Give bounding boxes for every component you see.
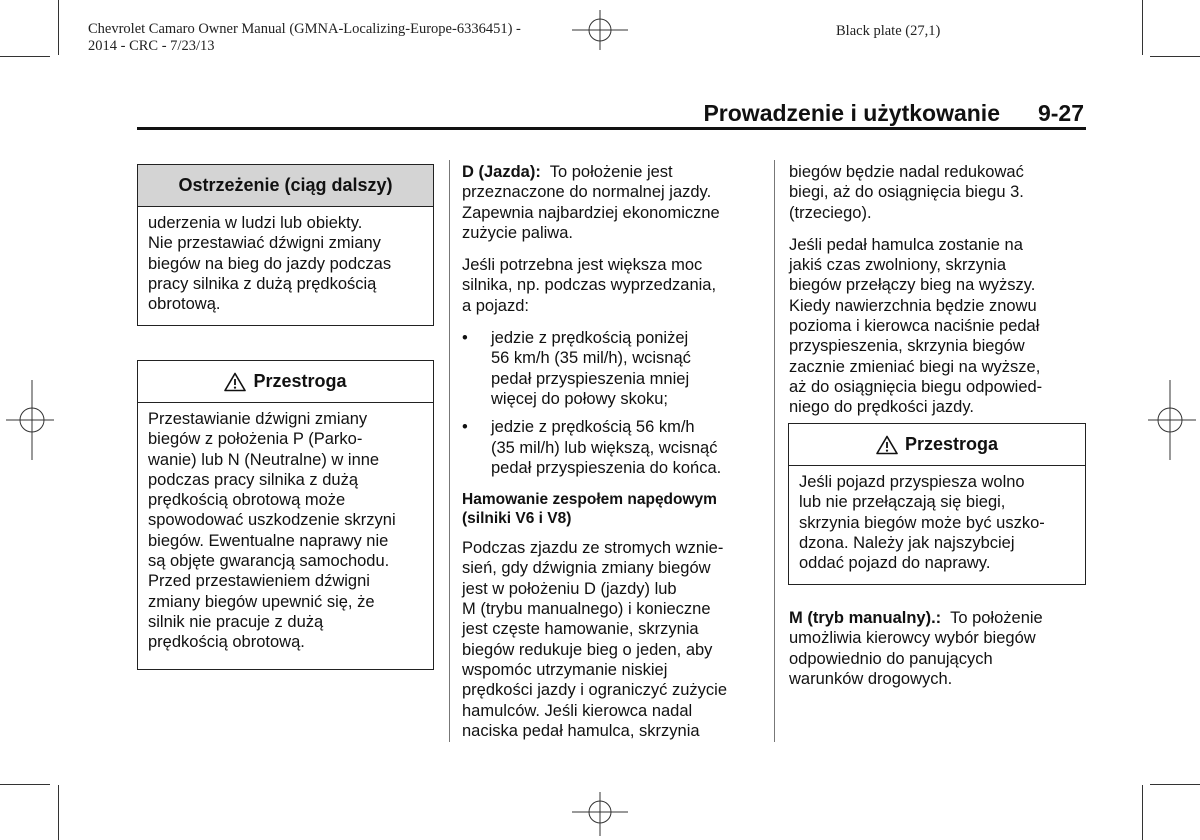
text-line: wspomóc utrzymanie niskiej: [462, 660, 668, 679]
text-line: wanie) lub N (Neutralne) w inne: [148, 450, 380, 469]
text-line: więcej do połowy skoku;: [491, 389, 669, 408]
text-line: sień, gdy dźwignia zmiany biegów: [462, 559, 711, 578]
caution-body-2: [789, 466, 1085, 573]
crop-mark: [0, 56, 50, 57]
crop-mark: [1142, 0, 1143, 55]
plate-line-1: Chevrolet Camaro Owner Manual (GMNA-Localizing-Europe-6336451) -: [88, 21, 521, 37]
drive-first-line: To położenie jest: [549, 163, 673, 181]
text-line: lub nie przełączają się biegi,: [799, 493, 1006, 512]
crop-mark: [58, 785, 59, 840]
paragraph-power: [462, 255, 762, 316]
manual-first-line: To położenie: [950, 609, 1043, 627]
text-line: biegi, aż do osiągnięcia biegu 3.: [789, 183, 1024, 202]
text-line: biegów przełączy bieg na wyższy.: [789, 276, 1036, 295]
text-line: hamulców. Jeśli kierowca nadal: [462, 701, 693, 720]
text-line: Jeśli pojazd przyspiesza wolno: [799, 473, 1025, 491]
column-divider: [774, 160, 775, 742]
registration-mark-icon: [568, 8, 632, 52]
text-line: pozioma i kierowca naciśnie pedał: [789, 317, 1040, 336]
text-line: Podczas zjazdu ze stromych wznie-: [462, 539, 724, 558]
text-line: jest w położeniu D (jazdy) lub: [462, 579, 677, 598]
bullet-list: [462, 328, 762, 478]
header-rule: [137, 127, 1086, 130]
warning-triangle-icon: [876, 435, 898, 455]
plate-number: Black plate (27,1): [836, 23, 941, 39]
text-line: Przestawianie dźwigni zmiany: [148, 410, 368, 428]
text-line: biegów redukuje bieg o jeden, aby: [462, 640, 713, 659]
text-line: prędkością obrotową może: [148, 491, 346, 510]
bullet-icon: •: [462, 418, 468, 437]
text-line: odpowiednio do panujących: [789, 649, 993, 668]
column-2: [462, 162, 762, 753]
text-line: skrzynia biegów może być uszko-: [799, 513, 1045, 532]
text-line: Jeśli pedał hamulca zostanie na: [789, 235, 1023, 254]
text-line: (35 mil/h) lub większą, wcisnąć: [491, 438, 718, 457]
paragraph-manual: [789, 608, 1089, 689]
text-line: zmiany biegów upewnić się, że: [148, 592, 375, 611]
text-line: a pojazd:: [462, 296, 529, 315]
text-line: dzona. Należy jak najszybciej: [799, 533, 1015, 552]
warning-continued-box: [137, 164, 434, 326]
paragraph-drive: [462, 162, 762, 243]
caution-box-2: [788, 423, 1086, 585]
text-line: silnika, np. podczas wyprzedzania,: [462, 276, 717, 295]
manual-label: M (tryb manualny).:: [789, 609, 942, 627]
text-line: (silniki V6 i V8): [462, 510, 572, 528]
plate-info: [88, 21, 521, 55]
list-item: [462, 328, 762, 409]
registration-mark-icon: [568, 790, 632, 838]
text-line: biegów z położenia P (Parko-: [148, 430, 363, 449]
text-line: spowodować uszkodzenie skrzyni: [148, 511, 396, 530]
column-divider: [449, 160, 450, 742]
drive-label: D (Jazda):: [462, 163, 541, 181]
text-line: aż do osiągnięcia biegu odpowied-: [789, 377, 1043, 396]
registration-mark-icon: [4, 378, 56, 462]
list-item: [462, 417, 762, 478]
paragraph-continued: [789, 162, 1089, 223]
caution-title-text: Przestroga: [253, 371, 347, 391]
text-line: oddać pojazd do naprawy.: [799, 554, 991, 573]
text-line: Hamowanie zespołem napędowym: [462, 491, 717, 509]
text-line: silnik nie pracuje z dużą: [148, 612, 324, 631]
paragraph-downhill: [462, 538, 762, 741]
section-title: Prowadzenie i użytkowanie: [703, 100, 1000, 126]
text-line: biegów. Ewentualne naprawy nie: [148, 531, 389, 550]
crop-mark: [1142, 785, 1143, 840]
text-line: uderzenia w ludzi lub obiekty.: [148, 214, 363, 232]
text-line: przeznaczone do normalnej jazdy.: [462, 183, 712, 202]
column-3-top: [789, 162, 1089, 430]
registration-mark-icon: [1146, 378, 1198, 462]
text-line: [789, 608, 1089, 628]
text-line: Zapewnia najbardziej ekonomiczne: [462, 203, 720, 222]
text-line: przyspieszenia, skrzynia biegów: [789, 337, 1025, 356]
text-line: Nie przestawiać dźwigni zmiany: [148, 234, 381, 253]
text-line: prędkości jazdy i ograniczyć zużycie: [462, 681, 728, 700]
paragraph-brake-release: [789, 235, 1089, 418]
text-line: pracy silnika z dużą prędkością: [148, 274, 377, 293]
text-line: są objęte gwarancją samochodu.: [148, 552, 390, 571]
warning-continued-body: [138, 207, 433, 314]
caution-body: [138, 403, 433, 653]
warning-triangle-icon: [224, 372, 246, 392]
text-line: Jeśli potrzebna jest większa moc: [462, 256, 703, 275]
text-line: M (trybu manualnego) i konieczne: [462, 600, 711, 619]
text-line: biegów będzie nadal redukować: [789, 163, 1024, 181]
caution-title: [138, 361, 433, 403]
text-line: 56 km/h (35 mil/h), wcisnąć: [491, 349, 691, 368]
subheading-engine-braking: [462, 490, 762, 528]
text-line: podczas pracy silnika z dużą: [148, 470, 359, 489]
bullet-icon: •: [462, 329, 468, 348]
text-line: [462, 162, 762, 182]
text-line: Kiedy nawierzchnia będzie znowu: [789, 296, 1037, 315]
text-line: jedzie z prędkością 56 km/h: [491, 418, 695, 437]
text-line: naciska pedał hamulca, skrzynia: [462, 721, 700, 740]
text-line: (trzeciego).: [789, 203, 872, 222]
text-line: umożliwia kierowcy wybór biegów: [789, 629, 1036, 648]
crop-mark: [1150, 56, 1200, 57]
plate-line-2: 2014 - CRC - 7/23/13: [88, 38, 215, 54]
text-line: zużycie paliwa.: [462, 223, 573, 242]
warning-continued-title: Ostrzeżenie (ciąg dalszy): [138, 165, 433, 207]
text-line: pedał przyspieszenia mniej: [491, 369, 690, 388]
text-line: zacznie zmieniać biegi na wyższe,: [789, 357, 1041, 376]
text-line: niego do prędkości jazdy.: [789, 398, 974, 417]
caution-title-text-2: Przestroga: [904, 434, 999, 454]
text-line: jakiś czas zwolniony, skrzynia: [789, 256, 1007, 275]
caution-box: [137, 360, 434, 670]
column-3-bottom: [789, 608, 1089, 701]
text-line: warunków drogowych.: [789, 669, 953, 688]
page-number: 9-27: [1037, 100, 1084, 126]
text-line: prędkością obrotową.: [148, 633, 305, 652]
text-line: obrotową.: [148, 295, 221, 314]
crop-mark: [58, 0, 59, 55]
text-line: pedał przyspieszenia do końca.: [491, 458, 722, 477]
text-line: jest częste hamowanie, skrzynia: [462, 620, 699, 639]
caution-title-2: [789, 424, 1085, 466]
text-line: biegów na bieg do jazdy podczas: [148, 254, 392, 273]
text-line: Przed przestawieniem dźwigni: [148, 572, 370, 591]
text-line: jedzie z prędkością poniżej: [491, 329, 689, 348]
crop-mark: [0, 784, 50, 785]
crop-mark: [1150, 784, 1200, 785]
